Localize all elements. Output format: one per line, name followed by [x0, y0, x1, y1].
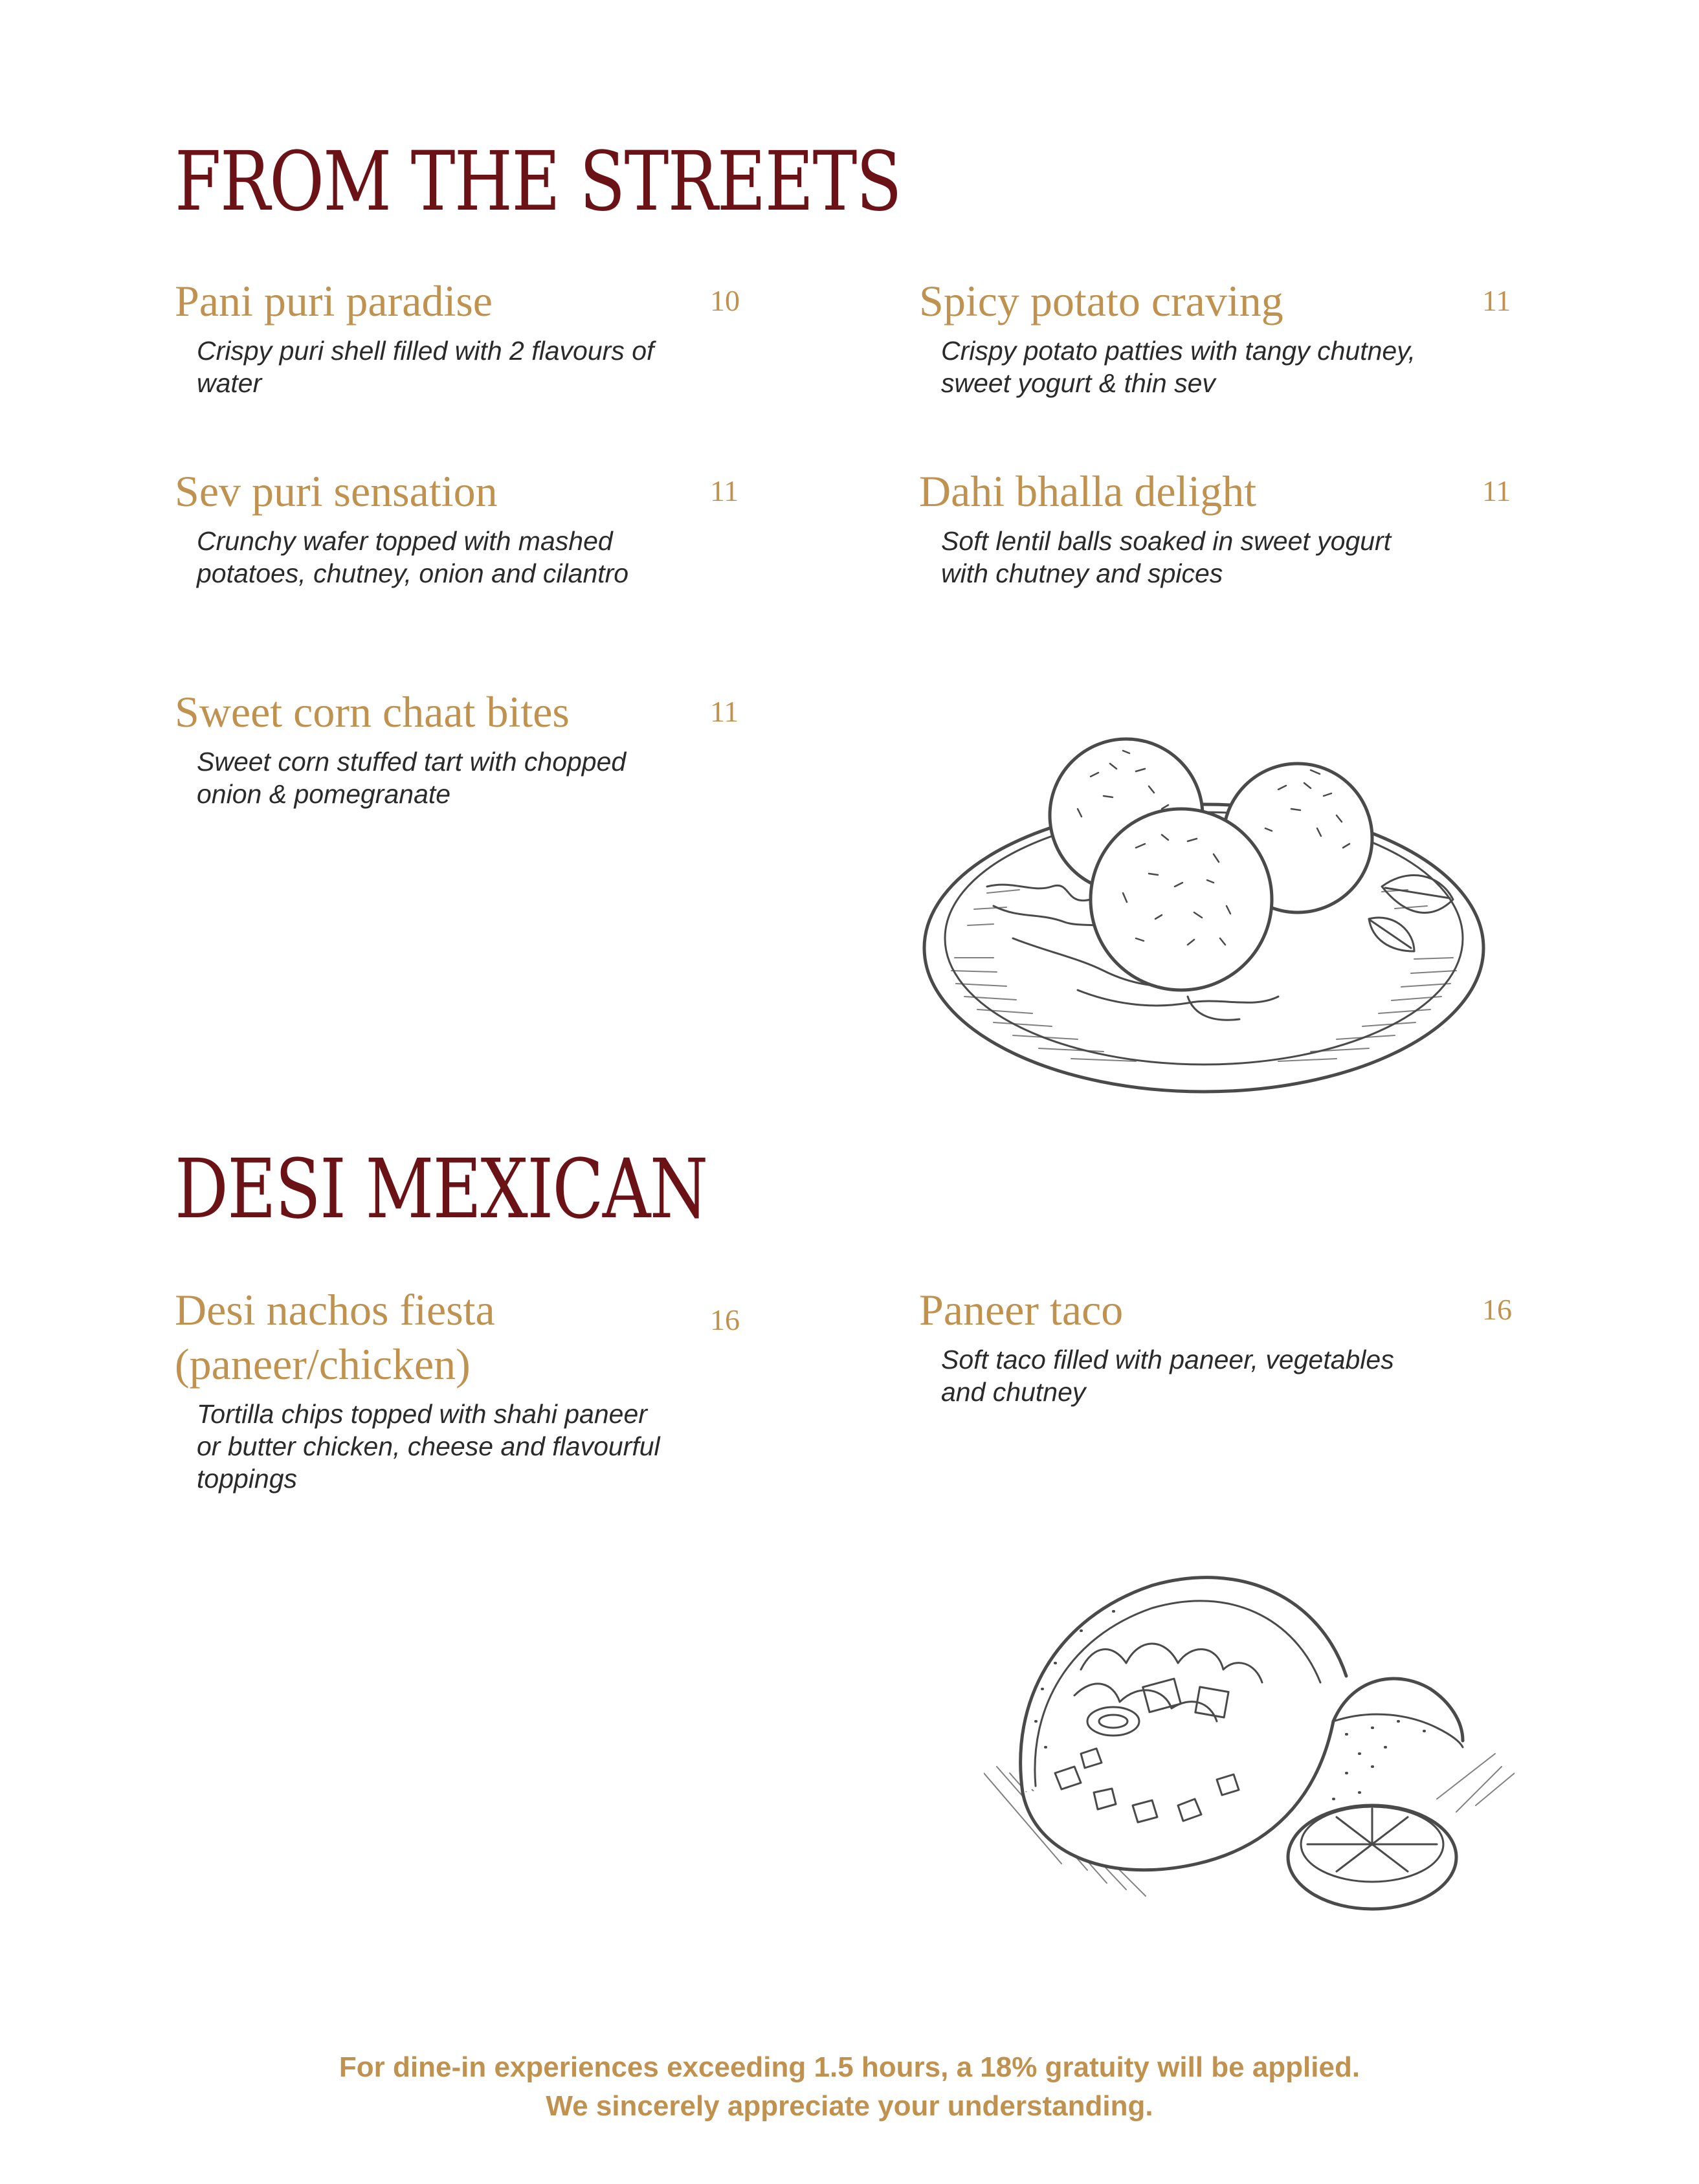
item-name: Sweet corn chaat bites	[175, 687, 570, 736]
item-price: 11	[1482, 474, 1511, 507]
item-description: Tortilla chips topped with shahi paneer or butter chicken, cheese and flavourful toppings	[197, 1399, 660, 1494]
item-price: 16	[710, 1303, 740, 1336]
item-price: 11	[1482, 284, 1511, 317]
gratuity-notice-line1: For dine-in experiences exceeding 1.5 hours, a 18% gratuity will be applied.	[339, 2051, 1360, 2083]
item-name: Pani puri paradise	[175, 276, 493, 325]
section-title-desi-mexican: DESI MEXICAN	[175, 1142, 707, 1237]
menu-item-desi-nachos	[175, 1283, 757, 1495]
taco-illustration	[984, 1560, 1515, 1922]
item-description: Crispy puri shell filled with 2 flavours of water	[197, 336, 654, 398]
menu-item-sweet-corn	[175, 685, 757, 810]
gratuity-notice-line2: We sincerely appreciate your understanding.	[546, 2090, 1153, 2122]
item-price: 11	[710, 695, 739, 728]
item-name: Sev puri sensation	[175, 467, 498, 516]
item-name: Dahi bhalla delight	[919, 467, 1257, 516]
item-description: Soft lentil balls soaked in sweet yogurt with chutney and spices	[941, 526, 1392, 588]
dahi-bhalla-plate-illustration	[916, 725, 1498, 1100]
item-name: Desi nachos fiesta (paneer/chicken)	[175, 1285, 495, 1389]
item-name: Paneer taco	[919, 1285, 1124, 1334]
item-description: Soft taco filled with paneer, vegetables and chutney	[941, 1345, 1394, 1407]
item-price: 11	[710, 474, 739, 507]
item-description: Crunchy wafer topped with mashed potatoes, chutney, onion and cilantro	[197, 526, 629, 588]
item-description: Sweet corn stuffed tart with chopped onion & pomegranate	[197, 747, 627, 809]
menu-item-pani-puri	[175, 274, 757, 399]
item-price: 16	[1482, 1293, 1512, 1326]
section-title-streets: FROM THE STREETS	[175, 134, 901, 229]
item-name: Spicy potato craving	[919, 276, 1283, 325]
menu-item-spicy-potato	[919, 274, 1511, 399]
item-price: 10	[710, 284, 740, 317]
menu-item-paneer-taco	[919, 1283, 1512, 1408]
item-description: Crispy potato patties with tangy chutney, sweet yogurt & thin sev	[941, 336, 1416, 398]
gratuity-notice	[0, 2048, 1699, 2126]
menu-item-dahi-bhalla	[919, 464, 1511, 590]
menu-item-sev-puri	[175, 464, 757, 590]
